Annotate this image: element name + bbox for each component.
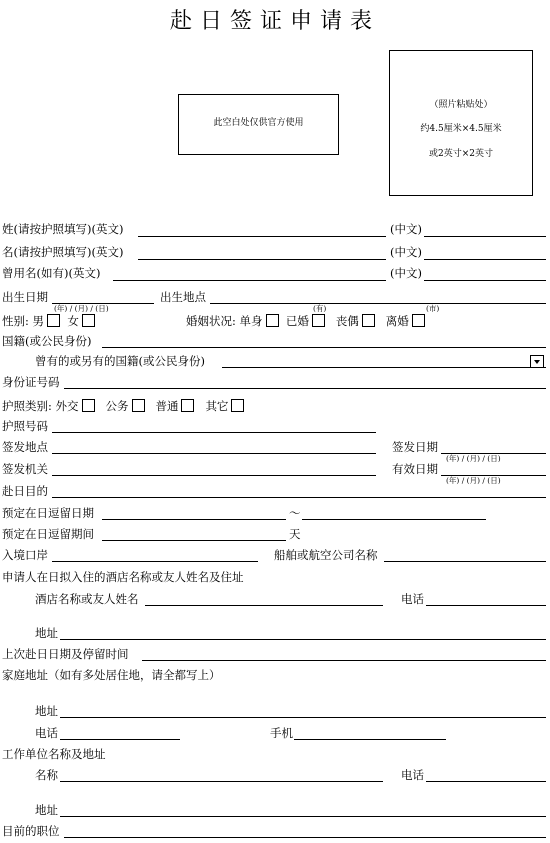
issue-date-hint: (年) / (月) / (日) (446, 454, 501, 463)
official-use-label: 此空白处仅供官方使用 (213, 118, 304, 128)
passport-ordinary-label: 普通 (155, 399, 179, 413)
employer-heading: 工作单位名称及地址 (2, 747, 106, 761)
home-phone-label: 电话 (35, 726, 58, 740)
current-position-field[interactable] (64, 837, 546, 838)
expiry-date-label: 有效日期 (392, 462, 438, 476)
id-number-field[interactable] (64, 388, 546, 389)
employer-phone-field[interactable] (426, 781, 546, 782)
former-nationality-label: 曾有的或另有的国籍(或公民身份) (35, 354, 205, 368)
photo-size-cm: 约4.5厘米×4.5厘米 (420, 124, 502, 134)
diplomatic-checkbox[interactable] (82, 399, 95, 412)
issue-place-field[interactable] (52, 453, 376, 454)
widowed-checkbox[interactable] (362, 314, 375, 327)
hotel-phone-label: 电话 (401, 592, 424, 606)
former-nationality-field[interactable] (222, 367, 546, 368)
employer-address-label: 地址 (35, 803, 58, 817)
birthplace-field[interactable] (210, 303, 546, 304)
given-cn-label: (中文) (390, 245, 422, 259)
port-of-entry-field[interactable] (52, 561, 258, 562)
nationality-field[interactable] (102, 347, 546, 348)
given-cn-field[interactable] (424, 259, 546, 260)
hotel-phone-field[interactable] (426, 605, 546, 606)
passport-no-field[interactable] (52, 432, 376, 433)
expiry-date-hint: (年) / (月) / (日) (446, 476, 501, 485)
nationality-label: 国籍(或公民身份) (2, 334, 92, 348)
date-range-tilde: ～ (289, 506, 301, 520)
sex-male-label: 性别: 男 (2, 314, 45, 328)
official-checkbox[interactable] (132, 399, 145, 412)
former-cn-label: (中文) (390, 266, 422, 280)
home-address-field[interactable] (60, 717, 546, 718)
photo-label: （照片粘贴处） (429, 100, 493, 110)
surname-cn-label: (中文) (390, 222, 422, 236)
male-checkbox[interactable] (47, 314, 60, 327)
passport-diplomatic-label: 护照类别: 外交 (2, 399, 79, 413)
days-label: 天 (289, 527, 301, 541)
ship-airline-label: 船舶或航空公司名称 (274, 548, 378, 562)
marital-single-label: 婚姻状况: 单身 (186, 314, 263, 328)
mobile-field[interactable] (294, 739, 446, 740)
last-visit-label: 上次赴日日期及停留时间 (2, 647, 129, 661)
given-en-field[interactable] (138, 259, 386, 260)
stay-period-field[interactable] (102, 540, 286, 541)
employer-phone-label: 电话 (401, 768, 424, 782)
passport-no-label: 护照号码 (2, 419, 48, 433)
home-address-label: 地址 (35, 704, 58, 718)
current-position-label: 目前的职位 (2, 824, 60, 838)
hotel-address-field[interactable] (60, 639, 546, 640)
employer-name-field[interactable] (60, 781, 383, 782)
passport-other-label: 其它 (205, 399, 229, 413)
surname-en-label: 姓(请按护照填写)(英文) (2, 222, 124, 236)
port-of-entry-label: 入境口岸 (2, 548, 48, 562)
ordinary-checkbox[interactable] (181, 399, 194, 412)
photo-size-inch: 或2英寸×2英寸 (429, 149, 493, 159)
last-visit-field[interactable] (142, 660, 546, 661)
passport-official-label: 公务 (105, 399, 129, 413)
sex-row (2, 314, 95, 328)
surname-cn-field[interactable] (424, 236, 546, 237)
divorced-hint: (市) (426, 304, 440, 313)
mobile-label: 手机 (270, 726, 293, 740)
purpose-label: 赴日目的 (2, 484, 48, 498)
issue-authority-label: 签发机关 (2, 462, 48, 476)
stay-period-label: 预定在日逗留期间 (2, 527, 94, 541)
dropdown-button[interactable] (530, 355, 544, 368)
dob-hint: (年) / (月) / (日) (54, 304, 109, 313)
sex-female-label: 女 (67, 314, 79, 328)
arrival-date-from-field[interactable] (102, 519, 286, 520)
divorced-checkbox[interactable] (412, 314, 425, 327)
issue-place-label: 签发地点 (2, 440, 48, 454)
purpose-field[interactable] (52, 497, 546, 498)
employer-name-label: 名称 (35, 768, 58, 782)
arrival-date-to-field[interactable] (302, 519, 486, 520)
home-address-heading: 家庭地址（如有多处居住地，请全都写上） (2, 668, 221, 682)
former-cn-field[interactable] (424, 280, 546, 281)
employer-address-field[interactable] (60, 816, 546, 817)
id-number-label: 身份证号码 (2, 375, 60, 389)
passport-type-row (2, 399, 244, 413)
single-checkbox[interactable] (266, 314, 279, 327)
chevron-down-icon (531, 356, 543, 367)
birthplace-label: 出生地点 (160, 290, 206, 304)
dob-label: 出生日期 (2, 290, 48, 304)
surname-en-field[interactable] (138, 236, 386, 237)
marital-divorced-label: 离婚 (385, 314, 409, 328)
issue-authority-field[interactable] (52, 475, 376, 476)
hotel-name-label: 酒店名称或友人姓名 (35, 592, 139, 606)
hotel-address-label: 地址 (35, 626, 58, 640)
ship-airline-field[interactable] (384, 561, 546, 562)
other-checkbox[interactable] (231, 399, 244, 412)
hotel-name-field[interactable] (145, 605, 383, 606)
home-phone-field[interactable] (60, 739, 180, 740)
marital-row (186, 314, 425, 328)
arrival-date-label: 预定在日逗留日期 (2, 506, 94, 520)
marital-married-label: 已婚 (285, 314, 309, 328)
given-en-label: 名(请按护照填写)(英文) (2, 245, 124, 259)
marital-widowed-label: 丧偶 (335, 314, 359, 328)
female-checkbox[interactable] (82, 314, 95, 327)
married-hint: (有) (313, 304, 327, 313)
photo-box (389, 50, 533, 196)
form-title: 赴日签证申请表 (169, 9, 380, 34)
former-en-field[interactable] (113, 280, 386, 281)
issue-date-label: 签发日期 (392, 440, 438, 454)
former-en-label: 曾用名(如有)(英文) (2, 266, 101, 280)
married-checkbox[interactable] (312, 314, 325, 327)
hotel-heading: 申请人在日拟入住的酒店名称或友人姓名及住址 (2, 570, 244, 584)
